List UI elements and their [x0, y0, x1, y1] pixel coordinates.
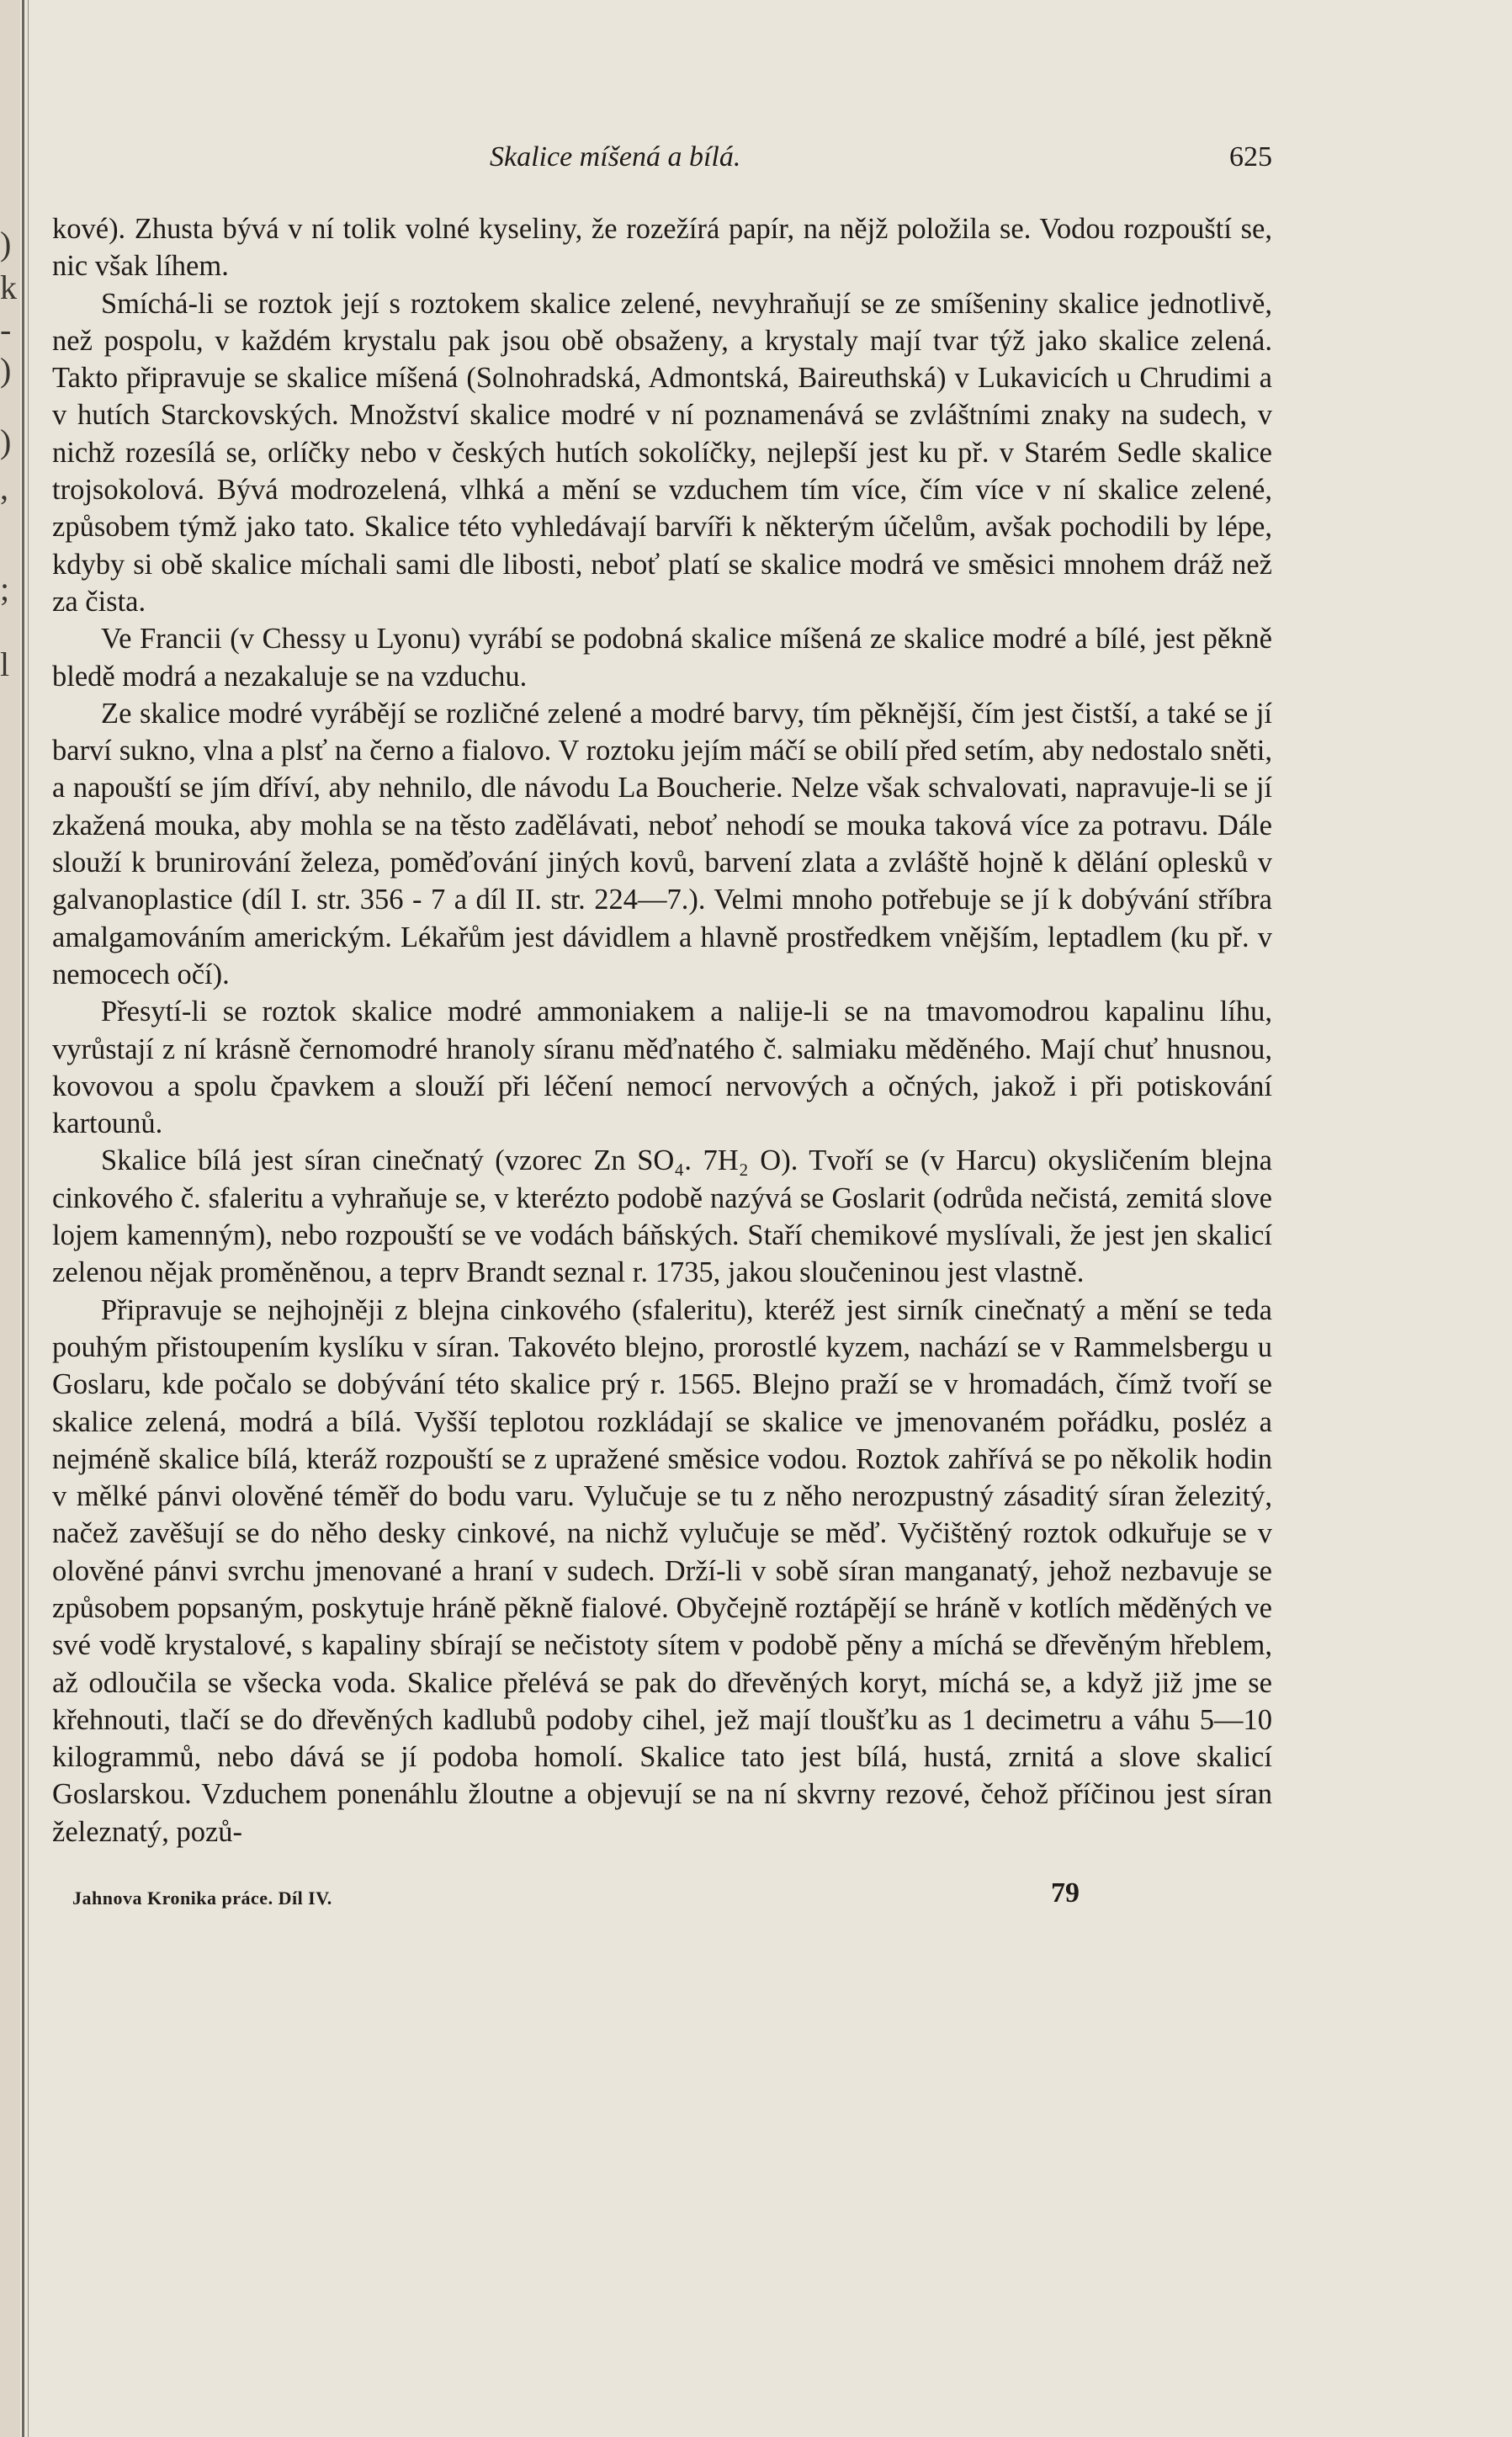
gutter-line [22, 0, 24, 2437]
paragraph: Připravuje se nejhojněji z blejna cinkového (sfaleritu), kteréž jest sirník cinečnatý a mění se teda pouhým přistoupením kyslíku v síran. Takovéto blejno, prorostlé kyzem, nachází se v Rammelsbergu u Goslaru, kde počalo se dobývání této skalice prý r. 1565. Blejno praží se v hromadách, čímž tvoří se skalice zelená, modrá a bílá. Vyšší teplotou rozkládají se skalice ve jmenovaném pořádku, posléz a nejméně skalice bílá, kteráž rozpouští se z upražené směsice vodou. Roztok zahřívá se po několik hodin v mělké pánvi olověné téměř do bodu varu. Vylučuje se tu z něho nerozpustný zásaditý síran železitý, načež zavěšují se do něho desky cinkové, na nichž vylučuje se měď. Vyčištěný roztok odkuřuje se v olověné pánvi svrchu jmenované a hraní v sudech. Drží-li v sobě síran manganatý, jehož nezbavuje se způsobem popsaným, poskytuje hráně pěkně fialové. Obyčejně roztápějí se hráně v kotlích měděných ve své vodě krystalové, s kapaliny sbírají se nečistoty sítem v podobě pěny a míchá se dřevěným hřeblem, až odloučila se všecka voda. Skalice přelévá se pak do dřevěných koryt, míchá se, a když již jme se křehnouti, tlačí se do dřevěných kadlubů podoby cihel, jež mají tloušťku as 1 decimetru a váhu 5—10 kilogrammů, nebo dává se jí podoba homolí. Skalice tato jest bílá, hustá, zrnitá a slove skalicí Goslarskou. Vzduchem ponenáhlu žloutne a objevují se na ní skvrny rezové, čehož příčinou jest síran železnatý, pozů- [52, 1293, 1272, 1848]
paragraph: kové). Zhusta bývá v ní tolik volné kyseliny, že rozežírá papír, na nějž položila se. Vodou rozpouští se, nic však líhem. [52, 213, 1272, 283]
paragraph: Ze skalice modré vyrábějí se rozličné zelené a modré barvy, tím pěknější, čím jest čistší, a také se jí barví sukno, vlna a plsť na černo a fialovo. V roztoku jejím máčí se obilí před setím, aby nedostalo sněti, a napouští se jím dříví, aby nehnilo, dle návodu La Boucherie. Nelze však schvalovati, napravuje-li se jí zkažená mouka, aby mohla se na těsto zadělávati, neboť nehodí se mouka taková více za potravu. Dále slouží k brunirování železa, poměďování jiných kovů, barvení zlata a zvláště hojně k dělání oplesků v galvanoplastice (díl I. str. 356 - 7 a díl II. str. 224—7.). Velmi mnoho potřebuje se jí k dobývání stříbra amalgamováním americkým. Lékařům jest dávidlem a hlavně prostředkem vnějším, leptadlem (ku př. v nemocech očí). [52, 697, 1272, 990]
margin-mark: ; [0, 570, 10, 608]
gutter-line-thin [28, 0, 29, 2437]
margin-mark: l [0, 645, 10, 683]
imprint: Jahnova Kronika práce. Díl IV. [72, 1887, 332, 1909]
running-title: Skalice míšená a bílá. [490, 141, 741, 173]
paragraph: Ve Francii (v Chessy u Lyonu) vyrábí se podobná skalice míšená ze skalice modré a bílé, jest pěkně bledě modrá a nezakaluje se na vzduchu. [52, 623, 1272, 693]
signature-mark: 79 [1051, 1877, 1080, 1909]
margin-mark: - [0, 311, 12, 348]
page-footer [52, 1876, 1272, 1918]
margin-mark: ) [0, 351, 12, 389]
margin-mark: k [0, 268, 17, 306]
margin-mark: , [0, 469, 8, 507]
margin-mark: ) [0, 422, 12, 460]
book-page [52, 135, 1272, 1918]
body-text [52, 210, 1272, 1850]
paragraph: Smíchá-li se roztok její s roztokem skalice zelené, nevyhraňují se ze smíšeniny skalice jednotlivě, než pospolu, v každém krystalu pak jsou obě obsaženy, a krystaly mají tvar týž jako skalice zelená. Takto připravuje se skalice míšená (Solnohradská, Admontská, Baireuthská) v Lukavicích u Chrudimi a v hutích Starckovských. Množství skalice modré v ní poznamenává se zvláštními znaky na sudech, v nichž rozesílá se, orlíčky nebo v českých hutích sokolíčky, nejlepší jest ku př. v Starém Sedle skalice trojsokolová. Bývá modrozelená, vlhká a mění se vzduchem tím více, čím více v ní skalice zelené, způsobem týmž jako tato. Skalice této vyhledávají barvíři k některým účelům, avšak pochodili by lépe, kdyby si obě skalice míchali sami dle libosti, neboť platí se skalice modrá ve směsici mnohem dráž než za čista. [52, 287, 1272, 618]
page-header [52, 135, 1272, 185]
paragraph: Přesytí-li se roztok skalice modré ammoniakem a nalije-li se na tmavomodrou kapalinu líhu, vyrůstají z ní krásně černomodré hranoly síranu měďnatého č. salmiaku měděného. Mají chuť hnusnou, kovovou a spolu čpavkem a slouží při léčení nemocí nervových a očných, jakož i při potiskování kartounů. [52, 996, 1272, 1140]
paragraph: Skalice bílá jest síran cinečnatý (vzorec Zn SO₄. 7H₂ O). Tvoří se (v Harcu) okysličením blejna cinkového č. sfaleritu a vyhraňuje se, v kterézto podobě nazývá se Goslarit (odrůda nečistá, zemitá slove lojem kamenným), nebo rozpouští se ve vodách báňských. Staří chemikové myslívali, že jest jen skalicí zelenou nějak proměněnou, a teprv Brandt seznal r. 1735, jakou sloučeninou jest vlastně. [52, 1144, 1272, 1289]
page-number: 625 [1229, 141, 1272, 173]
margin-mark: ) [0, 225, 12, 263]
